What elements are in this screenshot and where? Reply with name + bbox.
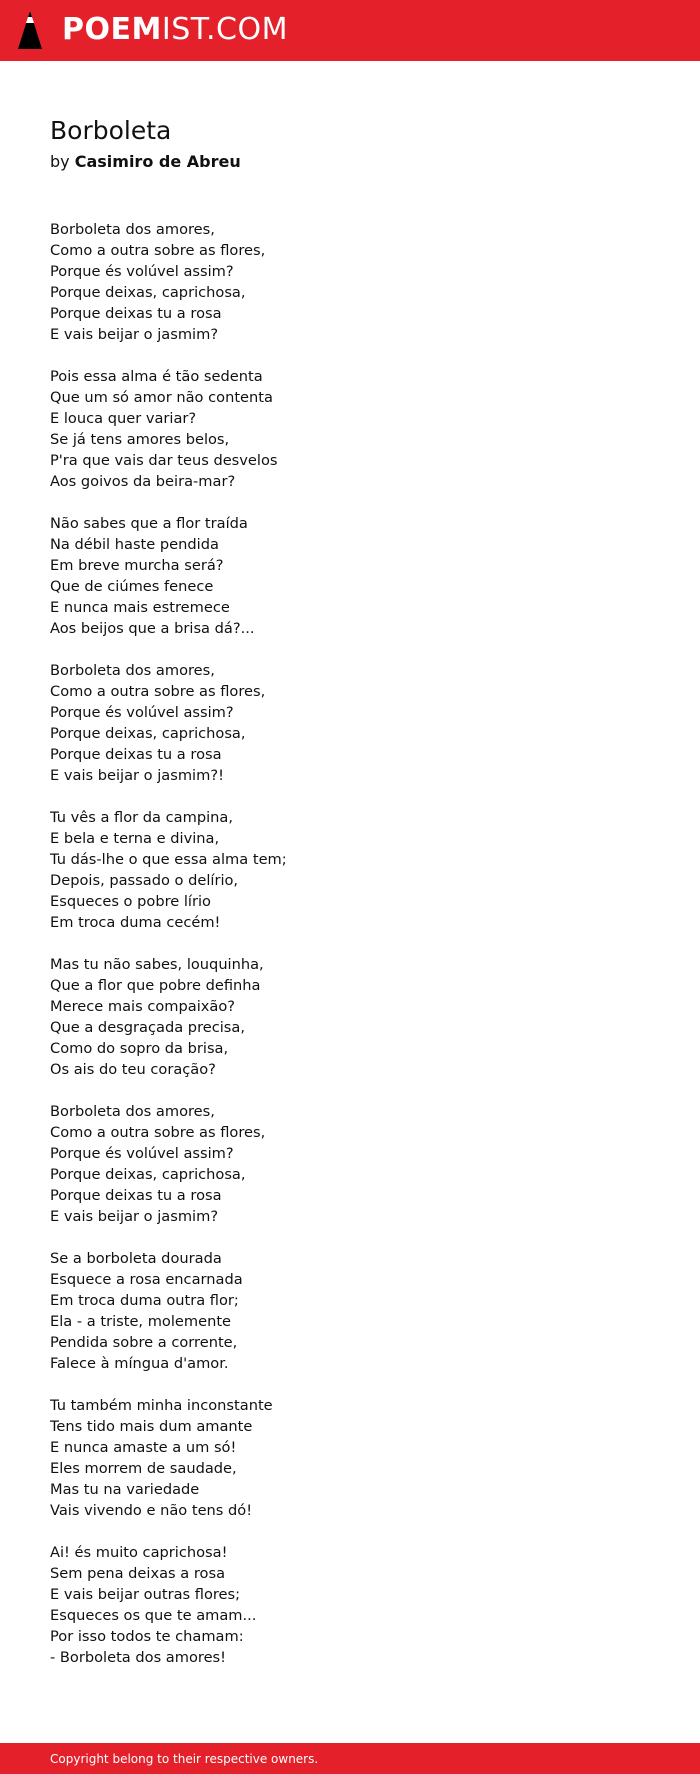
site-header bbox=[0, 0, 700, 61]
poem-line: Porque deixas tu a rosa bbox=[50, 305, 222, 322]
poem-line: P'ra que vais dar teus desvelos bbox=[50, 452, 278, 469]
poem-line: Que a desgraçada precisa, bbox=[50, 1019, 245, 1036]
poem-line: Se a borboleta dourada bbox=[50, 1250, 222, 1267]
poem-line: Porque deixas tu a rosa bbox=[50, 746, 222, 763]
poem-line: Esqueces o pobre lírio bbox=[50, 893, 211, 910]
poem-line: Porque deixas, caprichosa, bbox=[50, 284, 246, 301]
poem-line: Aos beijos que a brisa dá?... bbox=[50, 620, 255, 637]
poem-line: E nunca mais estremece bbox=[50, 599, 230, 616]
poem-stanza bbox=[50, 513, 650, 639]
poem-line: Borboleta dos amores, bbox=[50, 662, 215, 679]
poem-title: Borboleta bbox=[50, 116, 172, 145]
poem-line: Sem pena deixas a rosa bbox=[50, 1565, 226, 1582]
poem-stanza bbox=[50, 366, 650, 492]
poem-line: Por isso todos te chamam: bbox=[50, 1628, 244, 1645]
poem-stanza bbox=[50, 660, 650, 786]
poem-line: Eles morrem de saudade, bbox=[50, 1460, 237, 1477]
site-footer bbox=[0, 1743, 700, 1774]
poem-line: Falece à míngua d'amor. bbox=[50, 1355, 229, 1372]
poem-line: Borboleta dos amores, bbox=[50, 221, 215, 238]
poem-line: Aos goivos da beira-mar? bbox=[50, 473, 236, 490]
poem-line: Porque deixas, caprichosa, bbox=[50, 725, 246, 742]
poem-line: E nunca amaste a um só! bbox=[50, 1439, 237, 1456]
poem-header bbox=[50, 112, 650, 175]
poem-stanza bbox=[50, 219, 650, 345]
poem-line: Ai! és muito caprichosa! bbox=[50, 1544, 228, 1561]
poem-line: Mas tu não sabes, louquinha, bbox=[50, 956, 264, 973]
poem-line: Tens tido mais dum amante bbox=[50, 1418, 253, 1435]
poem-line: Como a outra sobre as flores, bbox=[50, 683, 266, 700]
copyright-text: Copyright belong to their respective owners. bbox=[50, 1752, 319, 1766]
poem-line: Porque deixas tu a rosa bbox=[50, 1187, 222, 1204]
poem-line: Porque és volúvel assim? bbox=[50, 1145, 234, 1162]
poem-line: Ela - a triste, molemente bbox=[50, 1313, 232, 1330]
poem-line: E vais beijar outras flores; bbox=[50, 1586, 241, 1603]
poem-line: Merece mais compaixão? bbox=[50, 998, 236, 1015]
poem-stanza bbox=[50, 954, 650, 1080]
poem-line: Na débil haste pendida bbox=[50, 536, 219, 553]
poem-line: Que de ciúmes fenece bbox=[50, 578, 214, 595]
logo-bold-text: POEM bbox=[62, 12, 162, 47]
poem-line: Pois essa alma é tão sedenta bbox=[50, 368, 263, 385]
poem-line: E bela e terna e divina, bbox=[50, 830, 220, 847]
poem-stanza bbox=[50, 1395, 650, 1521]
poem-line: - Borboleta dos amores! bbox=[50, 1649, 227, 1666]
poem-line: Tu também minha inconstante bbox=[50, 1397, 273, 1414]
poem-line: Os ais do teu coração? bbox=[50, 1061, 216, 1078]
poem-line: Esqueces os que te amam... bbox=[50, 1607, 257, 1624]
poem-line: Em troca duma cecém! bbox=[50, 914, 221, 931]
poem-line: Porque és volúvel assim? bbox=[50, 704, 234, 721]
poem-stanza bbox=[50, 1248, 650, 1374]
poem-line: E vais beijar o jasmim? bbox=[50, 326, 219, 343]
pencil-tip-icon[interactable] bbox=[17, 10, 43, 50]
poem-line: Em troca duma outra flor; bbox=[50, 1292, 239, 1309]
poem-body bbox=[50, 219, 650, 1689]
poem-line: Esquece a rosa encarnada bbox=[50, 1271, 243, 1288]
poem-byline bbox=[50, 149, 650, 175]
poem-line: Como a outra sobre as flores, bbox=[50, 242, 266, 259]
poem-stanza bbox=[50, 1101, 650, 1227]
poem-line: Borboleta dos amores, bbox=[50, 1103, 215, 1120]
author-name: Casimiro de Abreu bbox=[74, 152, 241, 171]
poem-line: Mas tu na variedade bbox=[50, 1481, 200, 1498]
poem-line: Em breve murcha será? bbox=[50, 557, 224, 574]
by-label: by bbox=[50, 152, 70, 171]
poem-line: E vais beijar o jasmim? bbox=[50, 1208, 219, 1225]
logo-light-text: IST.COM bbox=[161, 12, 288, 47]
poem-line: Tu vês a flor da campina, bbox=[50, 809, 233, 826]
poem-line: E louca quer variar? bbox=[50, 410, 197, 427]
poem-line: Porque és volúvel assim? bbox=[50, 263, 234, 280]
poem-line: Porque deixas, caprichosa, bbox=[50, 1166, 246, 1183]
site-logo[interactable] bbox=[62, 12, 288, 48]
poem-line: Que um só amor não contenta bbox=[50, 389, 273, 406]
poem-line: Tu dás-lhe o que essa alma tem; bbox=[50, 851, 287, 868]
poem-line: Não sabes que a flor traída bbox=[50, 515, 248, 532]
poem-stanza bbox=[50, 1542, 650, 1668]
poem-line: Que a flor que pobre definha bbox=[50, 977, 261, 994]
poem-stanza bbox=[50, 807, 650, 933]
poem-line: Como do sopro da brisa, bbox=[50, 1040, 229, 1057]
poem-line: E vais beijar o jasmim?! bbox=[50, 767, 224, 784]
poem-line: Se já tens amores belos, bbox=[50, 431, 230, 448]
poem-line: Vais vivendo e não tens dó! bbox=[50, 1502, 253, 1519]
poem-line: Depois, passado o delírio, bbox=[50, 872, 239, 889]
poem-line: Pendida sobre a corrente, bbox=[50, 1334, 238, 1351]
poem-line: Como a outra sobre as flores, bbox=[50, 1124, 266, 1141]
